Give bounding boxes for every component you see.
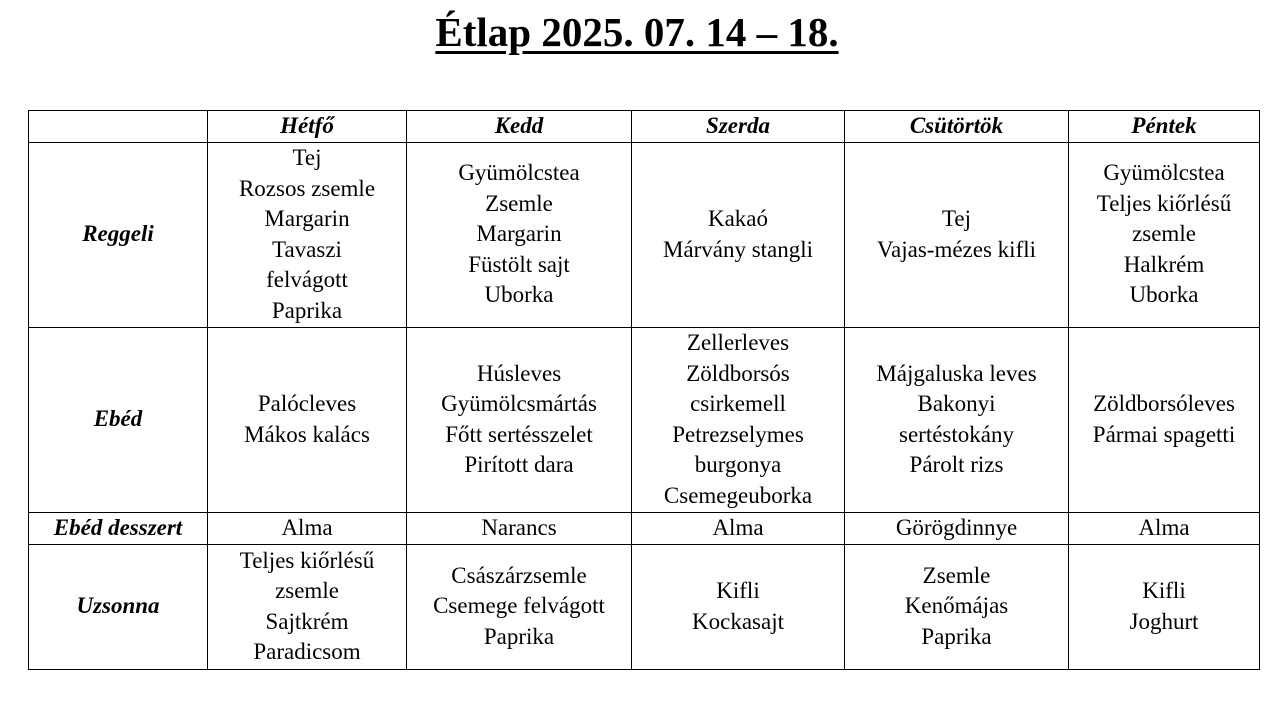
menu-item: Csemegeuborka — [663, 482, 813, 508]
menu-item: Zsemle — [485, 190, 553, 216]
day-header-wednesday: Szerda — [632, 111, 845, 143]
menu-cell-reggeli-friday — [1069, 142, 1260, 327]
menu-item: zsemle — [275, 578, 339, 603]
menu-cell-reggeli-monday — [208, 142, 407, 327]
menu-cell-ebed-friday — [1069, 327, 1260, 512]
header-row — [29, 111, 1260, 143]
menu-item: Zöldborsós — [686, 360, 790, 386]
meal-row-ebed-desszert — [29, 512, 1260, 544]
menu-item: Joghurt — [1129, 608, 1199, 634]
day-header-monday: Hétfő — [208, 111, 407, 143]
menu-cell-ebed-thursday — [845, 327, 1069, 512]
menu-item: Uborka — [484, 282, 554, 308]
menu-item: Márvány stangli — [662, 236, 814, 262]
menu-cell-uzsonna-friday — [1069, 544, 1260, 669]
menu-item: Kakaó — [707, 206, 769, 231]
menu-item: Gyümölcstea — [1103, 160, 1225, 186]
day-header-tuesday: Kedd — [407, 111, 632, 143]
menu-item: Húsleves — [476, 360, 562, 386]
menu-cell-ebed-wednesday — [632, 327, 845, 512]
menu-item: csirkemell — [690, 391, 786, 416]
menu-item: Tej — [941, 206, 972, 231]
menu-item: Palócleves — [257, 391, 357, 416]
menu-item: Narancs — [481, 514, 557, 540]
menu-item: Gyümölcsmártás — [441, 391, 597, 416]
menu-item: Májgaluska leves — [876, 360, 1037, 386]
meal-label-ebed-desszert: Ebéd desszert — [29, 512, 208, 544]
menu-cell-uzsonna-monday — [208, 544, 407, 669]
corner-cell — [29, 111, 208, 143]
menu-item: Paradicsom — [253, 639, 361, 664]
menu-cell-desszert-thursday — [845, 512, 1069, 544]
menu-item: Csemege felvágott — [433, 593, 605, 619]
menu-item: sertéstokány — [899, 421, 1014, 447]
menu-item: Kifli — [1142, 578, 1186, 603]
meal-row-reggeli — [29, 142, 1260, 327]
menu-cell-desszert-tuesday — [407, 512, 632, 544]
menu-item: Tavaszi — [272, 236, 342, 262]
menu-item: Bakonyi — [917, 391, 996, 416]
menu-item: Pármai spagetti — [1092, 421, 1236, 447]
menu-item: Kenőmájas — [904, 593, 1009, 619]
menu-cell-reggeli-wednesday — [632, 142, 845, 327]
menu-item: Halkrém — [1123, 251, 1205, 277]
menu-item: Paprika — [921, 623, 992, 649]
menu-item: Paprika — [271, 297, 343, 323]
meal-row-uzsonna — [29, 544, 1260, 669]
meal-label-reggeli: Reggeli — [29, 142, 208, 327]
menu-item: Zellerleves — [686, 330, 790, 355]
menu-item: Sajtkrém — [265, 608, 349, 634]
menu-item: Pirított dara — [464, 452, 574, 477]
menu-item: Párolt rizs — [909, 452, 1004, 477]
menu-table — [28, 110, 1260, 670]
menu-item: Császárzsemle — [451, 562, 587, 588]
menu-item: Alma — [281, 514, 333, 540]
menu-item: Margarin — [476, 221, 562, 247]
menu-item: Gyümölcstea — [458, 160, 580, 186]
menu-item: Teljes kiőrlésű — [1096, 190, 1232, 216]
menu-cell-reggeli-tuesday — [407, 142, 632, 327]
menu-item: Kockasajt — [692, 608, 784, 634]
menu-cell-desszert-monday — [208, 512, 407, 544]
meal-row-ebed — [29, 327, 1260, 512]
menu-item: Zsemle — [922, 562, 991, 588]
menu-item: Margarin — [264, 206, 350, 231]
menu-item: Teljes kiőrlésű — [239, 547, 375, 573]
day-header-thursday: Csütörtök — [845, 111, 1069, 143]
menu-item: Kifli — [716, 578, 760, 603]
menu-item: Tej — [292, 145, 322, 170]
menu-cell-desszert-wednesday — [632, 512, 845, 544]
menu-item: Uborka — [1129, 282, 1199, 308]
menu-cell-uzsonna-wednesday — [632, 544, 845, 669]
page-title — [0, 6, 1274, 58]
menu-cell-uzsonna-thursday — [845, 544, 1069, 669]
menu-cell-desszert-friday — [1069, 512, 1260, 544]
menu-item: Paprika — [483, 623, 555, 649]
menu-item: Alma — [712, 514, 764, 540]
menu-cell-uzsonna-tuesday — [407, 544, 632, 669]
page-title-text: Étlap 2025. 07. 14 – 18. — [435, 9, 839, 55]
menu-cell-reggeli-thursday — [845, 142, 1069, 327]
menu-item: Főtt sertésszelet — [445, 421, 593, 447]
menu-item: Rozsos zsemle — [238, 175, 376, 201]
menu-cell-ebed-tuesday — [407, 327, 632, 512]
menu-item: Görögdinnye — [895, 514, 1018, 540]
menu-item: Vajas-mézes kifli — [876, 236, 1037, 262]
menu-item: burgonya — [694, 452, 782, 477]
menu-item: Füstölt sajt — [468, 251, 570, 277]
menu-item: zsemle — [1132, 221, 1196, 247]
day-header-friday: Péntek — [1069, 111, 1260, 143]
menu-item: Zöldborsóleves — [1093, 391, 1235, 416]
menu-item: Mákos kalács — [244, 421, 370, 447]
meal-label-uzsonna: Uzsonna — [29, 544, 208, 669]
meal-label-ebed: Ebéd — [29, 327, 208, 512]
menu-cell-ebed-monday — [208, 327, 407, 512]
menu-item: Petrezselymes — [672, 421, 804, 447]
menu-item: felvágott — [266, 267, 348, 292]
menu-item: Alma — [1138, 514, 1190, 540]
